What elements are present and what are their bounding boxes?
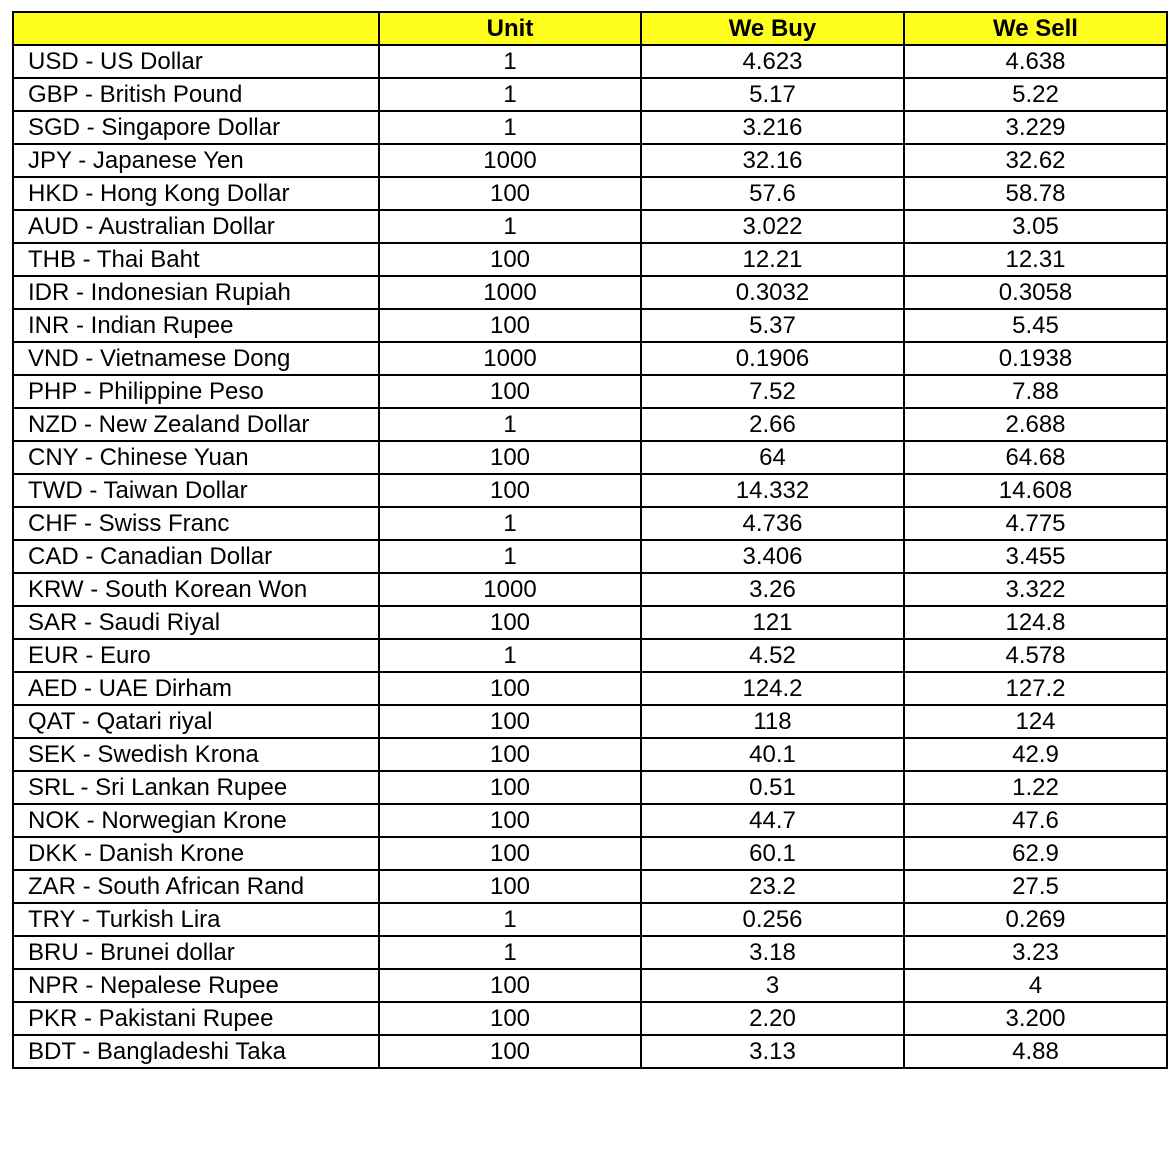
we-sell-cell: 3.23 (904, 936, 1167, 969)
we-buy-cell: 2.20 (641, 1002, 904, 1035)
we-sell-cell: 14.608 (904, 474, 1167, 507)
we-buy-cell: 57.6 (641, 177, 904, 210)
we-sell-cell: 27.5 (904, 870, 1167, 903)
we-sell-cell: 1.22 (904, 771, 1167, 804)
unit-cell: 100 (379, 177, 641, 210)
currency-cell: BDT - Bangladeshi Taka (13, 1035, 379, 1068)
table-row (13, 276, 1167, 309)
table-row (13, 111, 1167, 144)
table-row (13, 573, 1167, 606)
we-buy-cell: 118 (641, 705, 904, 738)
table-row (13, 1035, 1167, 1068)
we-sell-cell: 3.229 (904, 111, 1167, 144)
unit-cell: 1 (379, 639, 641, 672)
unit-cell: 1 (379, 540, 641, 573)
table-row (13, 672, 1167, 705)
table-row (13, 705, 1167, 738)
we-sell-cell: 0.1938 (904, 342, 1167, 375)
currency-cell: EUR - Euro (13, 639, 379, 672)
we-sell-cell: 62.9 (904, 837, 1167, 870)
we-sell-cell: 4.775 (904, 507, 1167, 540)
currency-cell: SEK - Swedish Krona (13, 738, 379, 771)
currency-cell: PKR - Pakistani Rupee (13, 1002, 379, 1035)
we-sell-cell: 0.3058 (904, 276, 1167, 309)
table-row (13, 540, 1167, 573)
currency-cell: CAD - Canadian Dollar (13, 540, 379, 573)
unit-cell: 100 (379, 474, 641, 507)
currency-cell: THB - Thai Baht (13, 243, 379, 276)
table-row (13, 771, 1167, 804)
unit-cell: 1 (379, 903, 641, 936)
unit-cell: 1000 (379, 276, 641, 309)
currency-cell: KRW - South Korean Won (13, 573, 379, 606)
table-row (13, 78, 1167, 111)
header-unit: Unit (379, 12, 641, 45)
unit-cell: 100 (379, 309, 641, 342)
we-buy-cell: 0.51 (641, 771, 904, 804)
unit-cell: 100 (379, 705, 641, 738)
we-buy-cell: 23.2 (641, 870, 904, 903)
table-header (13, 12, 1167, 45)
unit-cell: 100 (379, 672, 641, 705)
currency-cell: NPR - Nepalese Rupee (13, 969, 379, 1002)
currency-cell: NZD - New Zealand Dollar (13, 408, 379, 441)
we-sell-cell: 4.88 (904, 1035, 1167, 1068)
currency-cell: IDR - Indonesian Rupiah (13, 276, 379, 309)
table-row (13, 243, 1167, 276)
table-row (13, 936, 1167, 969)
we-buy-cell: 3 (641, 969, 904, 1002)
currency-cell: NOK - Norwegian Krone (13, 804, 379, 837)
table-row (13, 639, 1167, 672)
we-sell-cell: 5.45 (904, 309, 1167, 342)
we-buy-cell: 2.66 (641, 408, 904, 441)
unit-cell: 100 (379, 870, 641, 903)
unit-cell: 100 (379, 375, 641, 408)
we-sell-cell: 5.22 (904, 78, 1167, 111)
table-row (13, 507, 1167, 540)
we-sell-cell: 47.6 (904, 804, 1167, 837)
unit-cell: 100 (379, 606, 641, 639)
table-row (13, 474, 1167, 507)
table-row (13, 408, 1167, 441)
currency-cell: GBP - British Pound (13, 78, 379, 111)
table-row (13, 342, 1167, 375)
we-buy-cell: 7.52 (641, 375, 904, 408)
currency-cell: TWD - Taiwan Dollar (13, 474, 379, 507)
we-sell-cell: 4.638 (904, 45, 1167, 78)
we-sell-cell: 0.269 (904, 903, 1167, 936)
currency-cell: ZAR - South African Rand (13, 870, 379, 903)
table-row (13, 1002, 1167, 1035)
unit-cell: 100 (379, 441, 641, 474)
we-sell-cell: 64.68 (904, 441, 1167, 474)
header-we-buy: We Buy (641, 12, 904, 45)
unit-cell: 1 (379, 45, 641, 78)
currency-cell: USD - US Dollar (13, 45, 379, 78)
table-row (13, 870, 1167, 903)
currency-cell: AUD - Australian Dollar (13, 210, 379, 243)
table-row (13, 45, 1167, 78)
exchange-rate-table (12, 11, 1168, 1069)
we-sell-cell: 32.62 (904, 144, 1167, 177)
unit-cell: 1000 (379, 144, 641, 177)
we-buy-cell: 121 (641, 606, 904, 639)
unit-cell: 100 (379, 837, 641, 870)
currency-cell: SGD - Singapore Dollar (13, 111, 379, 144)
we-buy-cell: 0.1906 (641, 342, 904, 375)
unit-cell: 100 (379, 969, 641, 1002)
unit-cell: 1 (379, 936, 641, 969)
table-body (13, 45, 1167, 1068)
currency-cell: SRL - Sri Lankan Rupee (13, 771, 379, 804)
unit-cell: 1 (379, 408, 641, 441)
table-row (13, 969, 1167, 1002)
we-buy-cell: 40.1 (641, 738, 904, 771)
unit-cell: 100 (379, 1002, 641, 1035)
unit-cell: 1 (379, 210, 641, 243)
we-sell-cell: 12.31 (904, 243, 1167, 276)
currency-cell: HKD - Hong Kong Dollar (13, 177, 379, 210)
we-sell-cell: 3.05 (904, 210, 1167, 243)
table-row (13, 837, 1167, 870)
we-buy-cell: 12.21 (641, 243, 904, 276)
currency-cell: VND - Vietnamese Dong (13, 342, 379, 375)
we-sell-cell: 124.8 (904, 606, 1167, 639)
currency-cell: PHP - Philippine Peso (13, 375, 379, 408)
we-sell-cell: 58.78 (904, 177, 1167, 210)
we-sell-cell: 3.455 (904, 540, 1167, 573)
currency-cell: QAT - Qatari riyal (13, 705, 379, 738)
we-sell-cell: 4.578 (904, 639, 1167, 672)
we-buy-cell: 0.256 (641, 903, 904, 936)
we-buy-cell: 4.623 (641, 45, 904, 78)
unit-cell: 1000 (379, 573, 641, 606)
table-row (13, 144, 1167, 177)
we-sell-cell: 124 (904, 705, 1167, 738)
we-buy-cell: 3.26 (641, 573, 904, 606)
header-row (13, 12, 1167, 45)
table-row (13, 177, 1167, 210)
currency-cell: JPY - Japanese Yen (13, 144, 379, 177)
unit-cell: 1000 (379, 342, 641, 375)
we-buy-cell: 3.13 (641, 1035, 904, 1068)
table-row (13, 210, 1167, 243)
unit-cell: 100 (379, 243, 641, 276)
we-sell-cell: 4 (904, 969, 1167, 1002)
we-buy-cell: 60.1 (641, 837, 904, 870)
currency-cell: DKK - Danish Krone (13, 837, 379, 870)
we-sell-cell: 3.322 (904, 573, 1167, 606)
we-buy-cell: 3.022 (641, 210, 904, 243)
currency-cell: AED - UAE Dirham (13, 672, 379, 705)
table-row (13, 309, 1167, 342)
unit-cell: 100 (379, 771, 641, 804)
we-sell-cell: 127.2 (904, 672, 1167, 705)
table-row (13, 606, 1167, 639)
table-row (13, 738, 1167, 771)
we-buy-cell: 3.18 (641, 936, 904, 969)
currency-cell: CHF - Swiss Franc (13, 507, 379, 540)
we-buy-cell: 5.37 (641, 309, 904, 342)
we-buy-cell: 0.3032 (641, 276, 904, 309)
header-currency (13, 12, 379, 45)
we-buy-cell: 32.16 (641, 144, 904, 177)
currency-cell: TRY - Turkish Lira (13, 903, 379, 936)
we-sell-cell: 7.88 (904, 375, 1167, 408)
unit-cell: 100 (379, 738, 641, 771)
we-buy-cell: 44.7 (641, 804, 904, 837)
unit-cell: 1 (379, 507, 641, 540)
table-row (13, 441, 1167, 474)
we-sell-cell: 42.9 (904, 738, 1167, 771)
table-row (13, 903, 1167, 936)
unit-cell: 100 (379, 804, 641, 837)
we-sell-cell: 3.200 (904, 1002, 1167, 1035)
we-buy-cell: 14.332 (641, 474, 904, 507)
unit-cell: 100 (379, 1035, 641, 1068)
currency-cell: CNY - Chinese Yuan (13, 441, 379, 474)
currency-cell: SAR - Saudi Riyal (13, 606, 379, 639)
header-we-sell: We Sell (904, 12, 1167, 45)
table-row (13, 375, 1167, 408)
we-buy-cell: 3.406 (641, 540, 904, 573)
table-row (13, 804, 1167, 837)
we-sell-cell: 2.688 (904, 408, 1167, 441)
we-buy-cell: 4.52 (641, 639, 904, 672)
currency-cell: BRU - Brunei dollar (13, 936, 379, 969)
we-buy-cell: 124.2 (641, 672, 904, 705)
unit-cell: 1 (379, 78, 641, 111)
we-buy-cell: 5.17 (641, 78, 904, 111)
we-buy-cell: 64 (641, 441, 904, 474)
unit-cell: 1 (379, 111, 641, 144)
we-buy-cell: 3.216 (641, 111, 904, 144)
currency-cell: INR - Indian Rupee (13, 309, 379, 342)
we-buy-cell: 4.736 (641, 507, 904, 540)
